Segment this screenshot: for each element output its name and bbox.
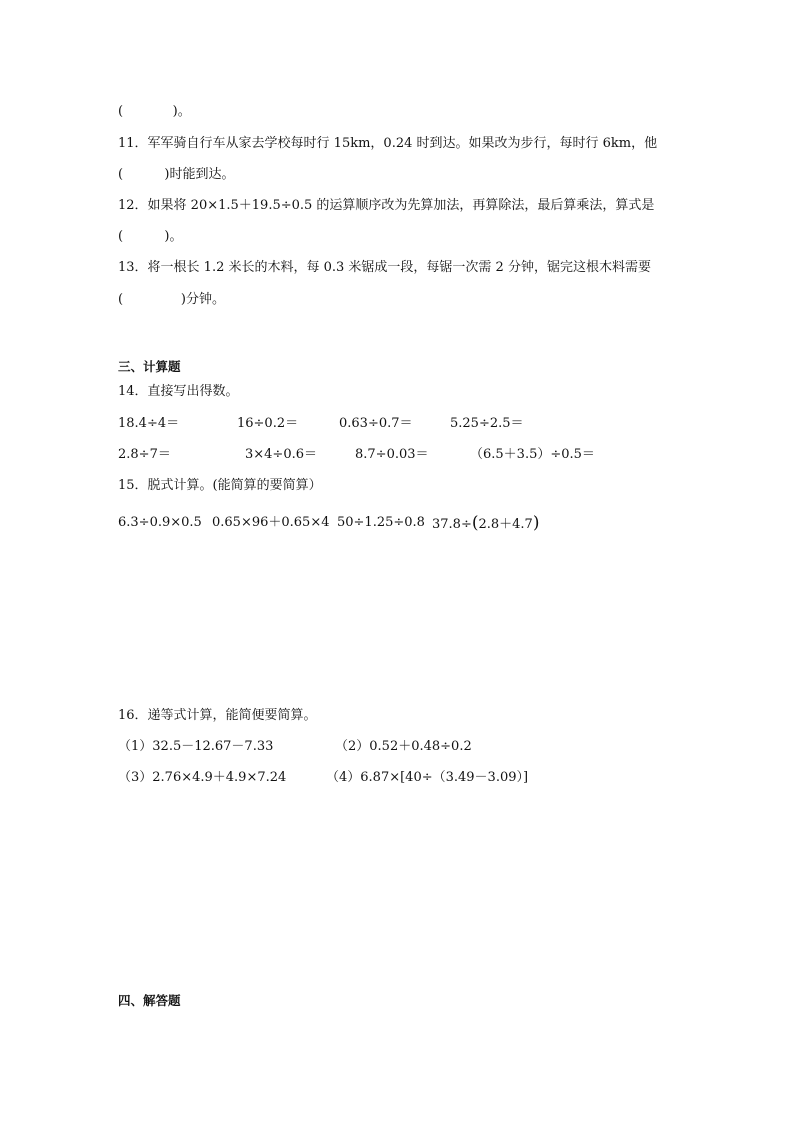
q14-title: 14．直接写出得数。 <box>118 384 239 399</box>
q11-answer-blank: ( )时能到达。 <box>118 167 235 182</box>
q14-item-1: 18.4÷4＝ <box>118 416 180 431</box>
q13-answer-blank: ( )分钟。 <box>118 292 225 307</box>
q14-item-5: 2.8÷7＝ <box>118 447 171 462</box>
q12-answer-blank: ( )。 <box>118 229 183 244</box>
q16-item-4: （4）6.87×[40÷（3.49－3.09）] <box>326 770 529 785</box>
q16-item-2: （2）0.52＋0.48÷0.2 <box>335 739 472 754</box>
q10-answer-blank: ( )。 <box>118 104 191 119</box>
q15-title: 15．脱式计算。(能简算的要简算） <box>118 478 322 493</box>
section-3-title: 三、计算题 <box>118 359 181 374</box>
q14-item-2: 16÷0.2＝ <box>237 416 299 431</box>
q16-title: 16．递等式计算，能简便要简算。 <box>118 708 317 723</box>
q15-close-paren: ) <box>532 513 540 533</box>
q14-item-7: 8.7÷0.03＝ <box>355 447 429 462</box>
q14-item-8: （6.5＋3.5）÷0.5＝ <box>470 447 595 462</box>
q16-item-3: （3）2.76×4.9＋4.9×7.24 <box>118 770 287 785</box>
section-4-title: 四、解答题 <box>118 993 181 1008</box>
q16-item-1: （1）32.5－12.67－7.33 <box>118 739 274 754</box>
q13-text: 13．将一根长 1.2 米长的木料，每 0.3 米锯成一段，每锯一次需 2 分钟，锯完这根木料需要 <box>118 260 651 275</box>
q15-item-1: 6.3÷0.9×0.5 <box>118 515 202 530</box>
q11-text: 11．军军骑自行车从家去学校每时行 15km，0.24 时到达。如果改为步行，每时行 6km，他 <box>118 136 658 151</box>
q15-item-3: 50÷1.25÷0.8 <box>337 515 425 530</box>
q15-item-4 <box>432 515 539 533</box>
q15-item-4-prefix: 37.8÷ <box>432 517 472 532</box>
q15-open-paren: ( <box>471 513 479 533</box>
q14-item-6: 3×4÷0.6＝ <box>245 447 318 462</box>
q15-item-4-inner: 2.8＋4.7 <box>478 517 533 532</box>
q12-text: 12．如果将 20×1.5＋19.5÷0.5 的运算顺序改为先算加法，再算除法，最后算乘法，算式是 <box>118 198 655 213</box>
q15-item-2: 0.65×96＋0.65×4 <box>212 515 330 530</box>
q14-item-3: 0.63÷0.7＝ <box>339 416 413 431</box>
q14-item-4: 5.25÷2.5＝ <box>450 416 524 431</box>
